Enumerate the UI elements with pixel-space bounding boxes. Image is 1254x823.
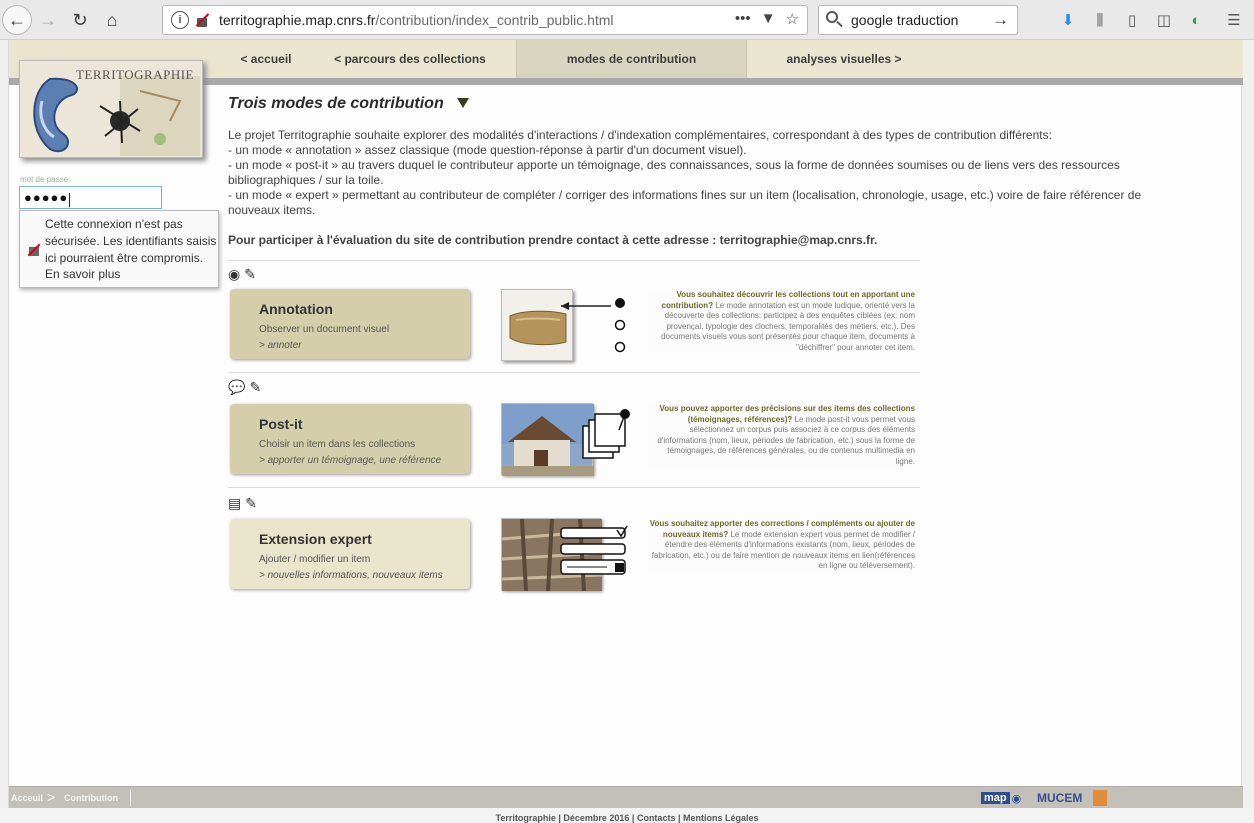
- search-bar[interactable]: [818, 5, 1018, 35]
- forward-button[interactable]: [34, 6, 62, 34]
- map-logo[interactable]: map ◉: [981, 790, 1021, 806]
- chevron-right-icon: >: [47, 789, 56, 805]
- ellipsis-icon[interactable]: •••: [734, 10, 751, 27]
- eye-icon: ◉: [228, 266, 241, 282]
- nouveaux-items-link[interactable]: > nouvelles informations, nouveaux items: [259, 570, 443, 581]
- divider: [228, 260, 920, 261]
- speech-bubble-icon: 💬: [228, 379, 246, 395]
- mucem-logo[interactable]: MUCEM: [1037, 791, 1083, 805]
- menu-icon[interactable]: ☰: [1227, 12, 1241, 29]
- info-icon[interactable]: i: [171, 11, 189, 29]
- password-label: mot de passe:: [20, 175, 71, 184]
- post-it-card[interactable]: [230, 404, 470, 474]
- annotation-card[interactable]: [230, 289, 470, 359]
- breadcrumb-contribution[interactable]: Contribution: [64, 793, 118, 803]
- learn-more-link[interactable]: En savoir plus: [45, 267, 121, 281]
- pencil-icon: ✎: [249, 379, 262, 395]
- insecure-login-warning: [19, 210, 219, 288]
- extension-expert-card[interactable]: [230, 519, 470, 589]
- site-logo[interactable]: [19, 60, 203, 158]
- browser-toolbar: [0, 0, 1254, 40]
- reader-icon[interactable]: ▯: [1127, 12, 1137, 29]
- mode-icons: [228, 266, 256, 283]
- card-subtitle: Observer un document visuel: [259, 324, 390, 335]
- download-icon[interactable]: ⬇: [1061, 12, 1075, 29]
- card-subtitle: Choisir un item dans les collections: [259, 439, 416, 450]
- map-logo-mark: ◉: [1011, 792, 1022, 805]
- document-icon: ▤: [228, 495, 242, 511]
- password-field[interactable]: ●●●●●: [19, 186, 162, 209]
- card-title: Post-it: [259, 416, 303, 432]
- extension-icon[interactable]: ◐: [1191, 11, 1201, 29]
- contact-text: Pour participer à l'évaluation du site de contribution prendre contact à cette adresse : territographie@map.cnrs.fr.: [228, 233, 878, 247]
- post-it-stack-graphic: [579, 406, 633, 470]
- temoignage-link[interactable]: > apporter un témoignage, une référence: [259, 455, 442, 466]
- annoter-link[interactable]: > annoter: [259, 340, 302, 351]
- annotation-description: Vous souhaitez découvrir les collections tout en apportant une contribution? Le mode annotation est un mode ludique, orienté vers la découverte des collections: participez à des enquêtes ciblées (ex: nom provençal, typologie des clochers, temporalités des métiers, etc.). Des documents visuels vous sont présentés pour chaque item, documents à "déchiffrer" pour annoter cet item.: [649, 290, 915, 353]
- back-button[interactable]: [2, 5, 32, 35]
- page-content: [8, 40, 1242, 808]
- expert-form-graphic: [559, 526, 633, 580]
- card-title: Extension expert: [259, 531, 372, 547]
- url-bar[interactable]: [162, 5, 808, 35]
- divider: [228, 372, 920, 373]
- search-go-icon[interactable]: →: [992, 10, 1009, 29]
- extension-description: Vous souhaitez apporter des corrections / compléments ou ajouter de nouveaux items? Le mode extension expert vous permet de modifier / étendre des éléments d'informations existants (nom, lieux, périodes de fabrication, etc.) ou de faire mention de nouveaux items en lien(références en ligne ou téléversement).: [649, 519, 915, 570]
- logo-text: TERRITOGRAPHIE: [76, 67, 194, 82]
- tab-accueil[interactable]: < accueil: [240, 52, 292, 66]
- mode-icons: [228, 495, 257, 512]
- bookmark-star-icon[interactable]: ☆: [785, 11, 799, 28]
- tab-parcours-collections[interactable]: < parcours des collections: [334, 52, 486, 66]
- tab-analyses-visuelles[interactable]: analyses visuelles >: [786, 52, 902, 66]
- annotation-choices-graphic: [559, 295, 629, 360]
- pocket-icon[interactable]: ▼: [760, 10, 776, 27]
- insecure-lock-icon[interactable]: [195, 12, 209, 28]
- collapse-triangle-icon[interactable]: [457, 98, 469, 108]
- post-it-description: Vous pouvez apporter des précisions sur des items des collections (témoignages, références)? Le mode post-it vous permet vous sélectionnez un corpus puis associez à ce corpus des éléments d'informations (nom, lieux, périodes de fabrication, etc.) sous la forme de témoignages, de références générales, ou de contenus multimedia en ligne.: [649, 404, 915, 467]
- reload-button[interactable]: [66, 6, 94, 34]
- home-icon: ⌂: [106, 9, 118, 30]
- card-title: Annotation: [259, 301, 333, 317]
- pencil-icon: ✎: [244, 266, 256, 282]
- card-subtitle: Ajouter / modifier un item: [259, 554, 371, 565]
- intro-text: Le projet Territographie souhaite explorer des modalités d'interactions / d'indexation complémentaires, correspondant à des types de contribution différents: - un mode « annotation » assez classique (mode question-réponse à partir d'un document visuel). - un mode « post-it » au travers duquel le contributeur apporte un témoignage, des connaissances, sous la forme de données soumises ou de liens vers des ressources bibliographiques / sur la toile. - un mode « expert » permettant au contributeur de compléter / corriger des informations fines sur un item (localisation, chronologie, usage, etc.) voire de faire référencer de nouveaux items.: [228, 128, 1142, 217]
- divider: [228, 487, 920, 488]
- mode-icons: [228, 379, 261, 396]
- partner-logo[interactable]: [1093, 790, 1107, 806]
- page-title: Trois modes de contribution: [228, 95, 444, 112]
- search-input[interactable]: google traduction: [851, 12, 959, 28]
- insecure-lock-icon: [27, 241, 41, 257]
- library-icon[interactable]: ⫼: [1096, 11, 1104, 29]
- url-text[interactable]: territographie.map.cnrs.fr/contribution/index_contrib_public.html: [219, 12, 614, 28]
- breadcrumb-bar: [9, 786, 1243, 808]
- tab-modes-contribution[interactable]: modes de contribution: [516, 40, 747, 78]
- arrow-right-icon: →: [39, 9, 57, 30]
- text-cursor: [69, 193, 75, 207]
- pencil-icon: ✎: [245, 495, 257, 511]
- breadcrumb-acceuil[interactable]: Acceuil: [11, 793, 44, 803]
- footer-links[interactable]: Territographie | Décembre 2016 | Contacts | Mentions Légales: [0, 808, 1254, 822]
- search-icon: [825, 10, 845, 30]
- arrow-left-icon: ←: [8, 9, 26, 30]
- sidebar-icon[interactable]: ◫: [1156, 12, 1172, 29]
- home-button[interactable]: [98, 6, 126, 34]
- reload-icon: ↻: [72, 9, 88, 30]
- divider: [130, 790, 131, 806]
- warning-message: Cette connexion n'est pas sécurisée. Les identifiants saisis ici pourraient être compromis.: [45, 217, 217, 265]
